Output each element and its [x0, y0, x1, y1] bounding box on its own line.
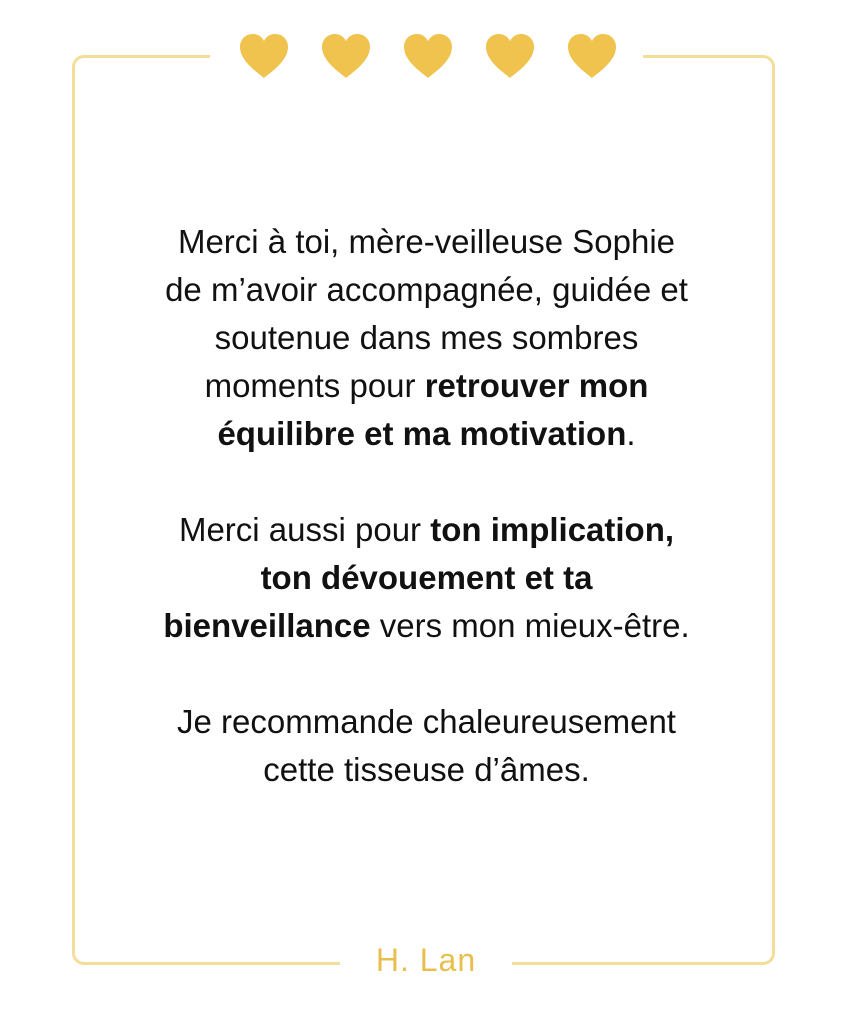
highlighted-text: ton dévouement et ta: [260, 559, 593, 596]
text-line: [100, 362, 753, 410]
text-line: [100, 554, 753, 602]
heart-icon: [402, 32, 454, 80]
text-segment: Merci aussi pour: [178, 511, 431, 548]
text-segment: moments pour: [204, 367, 425, 404]
testimonial-text: [100, 218, 753, 794]
heart-icon: [238, 32, 290, 80]
signature: H. Lan: [375, 942, 477, 978]
text-segment: vers mon mieux-être.: [370, 607, 690, 644]
testimonial-paragraph-1: [100, 218, 753, 458]
text-segment: .: [626, 415, 636, 452]
text-line: Merci à toi, mère-veilleuse Sophie: [177, 223, 676, 260]
heart-icon: [320, 32, 372, 80]
testimonial-paragraph-2: [100, 506, 753, 650]
text-line: [100, 410, 753, 458]
text-line: [100, 506, 753, 554]
highlighted-text: ton implication,: [430, 511, 675, 548]
text-line: soutenue dans mes sombres: [214, 319, 639, 356]
text-line: de m’avoir accompagnée, guidée et: [165, 271, 688, 308]
heart-icon: [484, 32, 536, 80]
highlighted-text: équilibre et ma motivation: [217, 415, 627, 452]
hearts-row: [238, 30, 618, 82]
text-line: Je recommande chaleureusement: [177, 703, 676, 740]
highlighted-text: bienveillance: [163, 607, 371, 644]
testimonial-paragraph-3: [100, 698, 753, 794]
text-line: cette tisseuse d’âmes.: [263, 751, 590, 788]
heart-icon: [566, 32, 618, 80]
text-line: [100, 602, 753, 650]
highlighted-text: retrouver mon: [424, 367, 649, 404]
